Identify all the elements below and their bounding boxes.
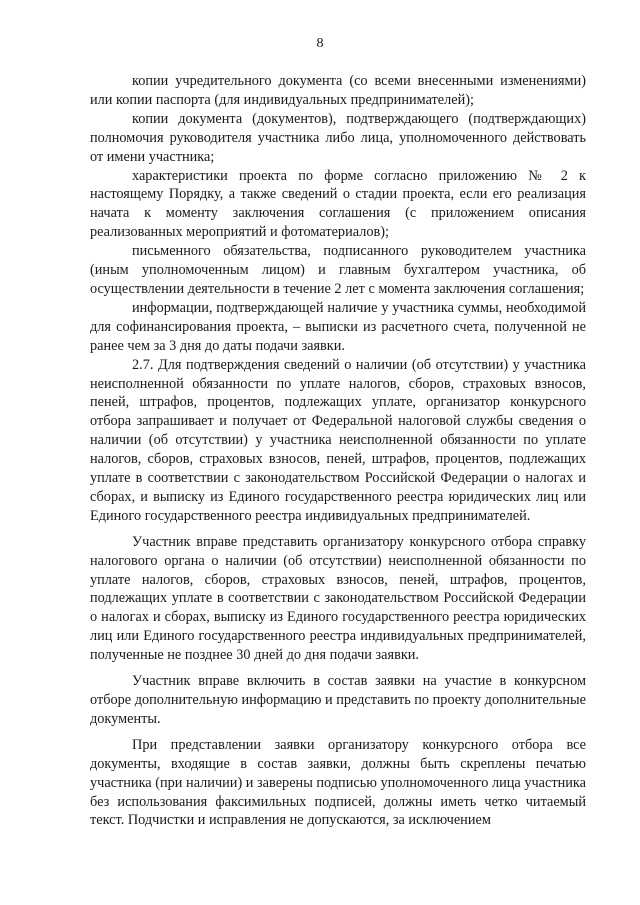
paragraph-additional-info: Участник вправе включить в состав заявки на участие в конкурсном отборе дополнительную информацию и представить по проекту дополнительные документы. [90, 673, 586, 727]
document-body [90, 72, 586, 830]
paragraph-section-2-7: 2.7. Для подтверждения сведений о наличии (об отсутствии) у участника неисполненной обязанности по уплате налогов, сборов, страховых взносов, пеней, штрафов, процентов, подлежащих уплате, организатор конкурсного отбора запрашивает и получает от Федеральной налоговой службы сведения о наличии (об отсутствии) у участника неисполненной обязанности по уплате налогов, сборов, страховых взносов, пеней, штрафов, процентов, подлежащих уплате в соответствии с законодательством Российской Федерации о налогах и сборах, и выписку из Единого государственного реестра юридических лиц или Единого государственного реестра индивидуальных предпринимателей. [90, 356, 586, 524]
paragraph-written-obligation: письменного обязательства, подписанного руководителем участника (иным уполномоченным лицом) и главным бухгалтером участника, об осуществлении деятельности в течение 2 лет с момента заключения соглашения; [90, 243, 586, 297]
paragraph-tax-certificate: Участник вправе представить организатору конкурсного отбора справку налогового органа о наличии (об отсутствии) неисполненной обязанности по уплате налогов, сборов, страховых взносов, пеней, штрафов, процентов, подлежащих уплате в соответствии с законодательством Российской Федерации о налогах и сборах, выписку из Единого государственного реестра юридических лиц или Единого государственного реестра индивидуальных предпринимателей, полученные не позднее 30 дней до дня подачи заявки. [90, 533, 586, 664]
paragraph-project-characteristics: характеристики проекта по форме согласно приложению № 2 к настоящему Порядку, а также сведений о стадии проекта, если его реализация начата к моменту заключения соглашения (с приложением описания реализованных мероприятий и фотоматериалов); [90, 167, 586, 241]
paragraph-submission-requirements: При представлении заявки организатору конкурсного отбора все документы, входящие в состав заявки, должны быть скреплены печатью участника (при наличии) и заверены подписью уполномоченного лица участника без использования факсимильных подписей, должны иметь четко читаемый текст. Подчистки и исправления не допускаются, за исключением [90, 736, 586, 829]
paragraph-cofinancing-info: информации, подтверждающей наличие у участника суммы, необходимой для софинансирования проекта, – выписки из расчетного счета, полученной не ранее чем за 3 дня до даты подачи заявки. [90, 299, 586, 354]
page-number: 8 [316, 36, 324, 51]
paragraph-founding-documents: копии учредительного документа (со всеми внесенными изменениями) или копии паспорта (для индивидуальных предпринимателей); [90, 73, 586, 108]
paragraph-authority-documents: копии документа (документов), подтверждающего (подтверждающих) полномочия руководителя участника либо лица, уполномоченного действовать от имени участника; [90, 110, 586, 165]
